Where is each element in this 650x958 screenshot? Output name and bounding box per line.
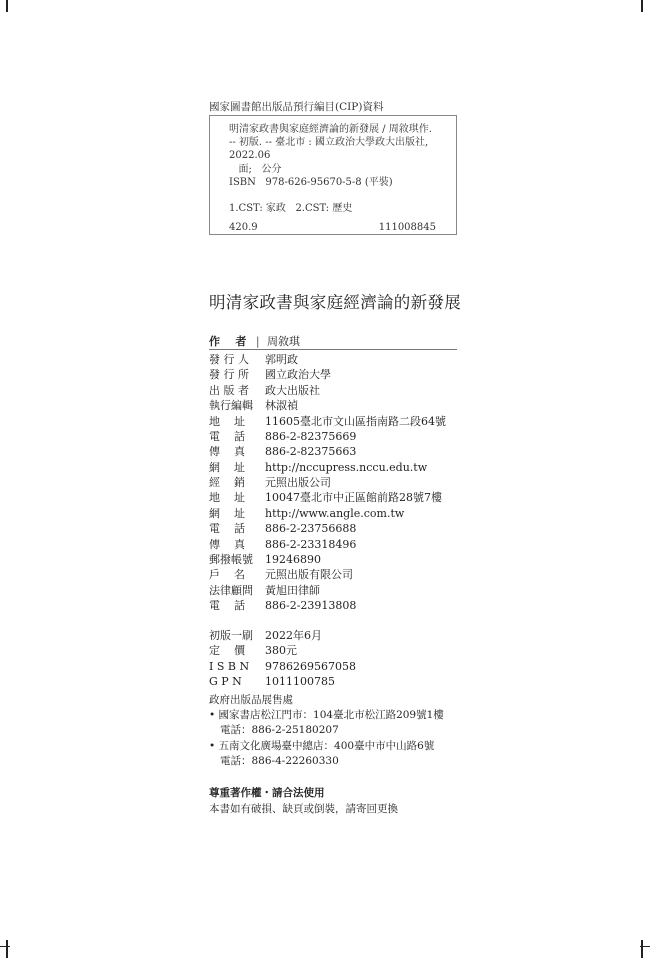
info-label: 網 址 [209,506,245,520]
info-value: 380元 [265,644,297,658]
cip-heading: 國家圖書館出版品預行編目(CIP)資料 [209,101,384,113]
info-value: 886-2-23318496 [265,537,357,551]
info-value: 886-2-23913808 [265,599,357,613]
info-value: 1011100785 [265,675,335,689]
cip-line: ISBN 978-626-95670-5-8 (平裝) [229,176,393,188]
divider [209,349,457,350]
info-row [209,674,356,689]
info-label: 初版一刷 [209,629,253,642]
cip-line: 1.CST: 家政 2.CST: 歷史 [229,203,353,215]
info-row [209,475,442,490]
edition-block [209,628,356,690]
info-value: 11605臺北市文山區指南路二段64號 [265,414,446,428]
info-row [209,460,446,475]
sales-phone: 電話：886-4-22260330 [220,754,339,767]
info-row [209,552,442,567]
info-label: 發 行 人 [209,353,249,366]
cip-footer [229,221,436,234]
info-value: 元照出版有限公司 [265,568,353,582]
info-label: 發 行 所 [209,368,249,382]
info-row [209,383,446,398]
info-label: 傳 真 [209,445,245,459]
cip-line: 面; 公分 [229,163,282,175]
crop-mark-bottom-left-h [0,946,10,947]
info-value: 元照出版公司 [265,476,331,489]
info-row [209,506,442,521]
info-label: 傳 真 [209,537,245,551]
cip-line: 明清家政書與家庭經濟論的新發展 / 周敘琪作. [229,124,432,135]
info-row [209,414,446,429]
info-value: 國立政治大學 [265,368,331,382]
info-row [209,352,446,367]
sales-item: • 五南文化廣場臺中總店：400臺中市中山路6號 [209,739,435,752]
author-separator: | [255,335,260,348]
info-value: 19246890 [265,553,321,567]
info-label: 戶 名 [209,568,245,582]
crop-mark-top-left [6,0,8,12]
info-label: 郵撥帳號 [209,553,253,567]
info-value: 政大出版社 [265,383,320,397]
info-row [209,444,446,459]
info-row [209,398,446,413]
cip-line: -- 初版. -- 臺北市 : 國立政治大學政大出版社, [229,137,429,149]
sales-item: • 國家書店松江門市：104臺北市松江路209號1樓 [209,709,444,722]
info-row [209,490,442,505]
publisher-block [209,352,446,475]
crop-mark-bottom-right-h [640,946,650,947]
info-row [209,521,442,536]
crop-mark-top-right [641,0,643,12]
info-row [209,429,446,444]
sales-heading: 政府出版品展售處 [209,694,293,706]
cip-line: 2022.06 [229,150,271,162]
sales-outlets [209,693,444,769]
sales-phone: 電話：886-2-25180207 [220,724,339,737]
distributor-block [209,475,442,583]
info-label: 定 價 [209,644,245,658]
legal-block [209,583,356,614]
author-label: 作 者 [209,335,247,348]
info-label: G P N [209,675,242,689]
info-label: 法律顧問 [209,584,253,597]
info-row [209,567,442,582]
cip-record-number: 111008845 [378,222,436,233]
info-label: I S B N [209,659,250,673]
cip-classification: 420.9 [229,222,258,233]
info-label: 經 銷 [209,476,245,489]
info-row [209,537,442,552]
info-label: 電 話 [209,522,245,536]
crop-mark-bottom-left [6,940,8,958]
info-value: 2022年6月 [265,629,322,642]
copyright-notice-text: 本書如有破損、缺頁或倒裝，請寄回更換 [209,803,398,815]
info-row [209,583,356,598]
crop-mark-bottom-right [641,940,643,958]
info-label: 地 址 [209,414,245,428]
info-value: 10047臺北市中正區館前路28號7樓 [265,491,442,505]
author-row [209,333,300,349]
author-name: 周敘琪 [267,335,301,348]
info-label: 執行編輯 [209,399,253,413]
book-title: 明清家政書與家庭經濟論的新發展 [209,293,461,312]
info-label: 網 址 [209,460,245,474]
info-value: 886-2-82375669 [265,430,357,444]
info-label: 電 話 [209,599,245,613]
info-value: 9786269567058 [265,659,356,673]
copyright-notice-title: 尊重著作權・請合法使用 [209,787,325,799]
info-label: 出 版 者 [209,383,249,397]
info-value: 886-2-82375663 [265,445,357,459]
info-label: 電 話 [209,430,245,444]
website-url[interactable]: http://www.angle.com.tw [265,506,405,520]
info-row [209,628,356,643]
info-value: 林淑禎 [265,399,298,413]
info-row [209,367,446,382]
cip-line [229,189,456,202]
info-label: 地 址 [209,491,245,505]
cip-box [209,115,457,235]
info-row [209,643,356,658]
info-row [209,659,356,674]
website-url[interactable]: http://nccupress.nccu.edu.tw [265,460,428,474]
info-value: 886-2-23756688 [265,522,357,536]
info-row [209,598,356,613]
info-value: 郭明政 [265,353,298,366]
info-value: 黃旭田律師 [265,584,320,597]
